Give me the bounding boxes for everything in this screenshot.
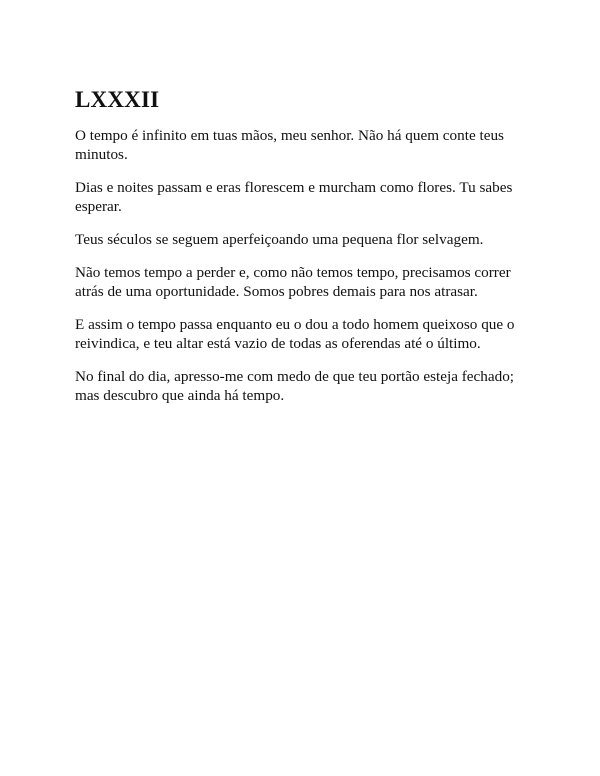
paragraph-2: Dias e noites passam e eras florescem e murcham como flores. Tu sabes esperar. — [75, 179, 513, 215]
document-page — [75, 86, 525, 419]
poem-title: LXXXII — [75, 87, 160, 112]
paragraph-3: Teus séculos se seguem aperfeiçoando uma pequena flor selvagem. — [75, 231, 484, 248]
paragraph-4: Não temos tempo a perder e, como não temos tempo, precisamos correr atrás de uma oportunidade. Somos pobres demais para nos atrasar. — [75, 264, 511, 300]
paragraph-6: No final do dia, apresso-me com medo de que teu portão esteja fechado; mas descubro que ainda há tempo. — [75, 368, 515, 404]
paragraph-1: O tempo é infinito em tuas mãos, meu senhor. Não há quem conte teus minutos. — [75, 127, 504, 163]
paragraph-5: E assim o tempo passa enquanto eu o dou a todo homem queixoso que o reivindica, e teu altar está vazio de todas as oferendas até o último. — [75, 316, 515, 352]
